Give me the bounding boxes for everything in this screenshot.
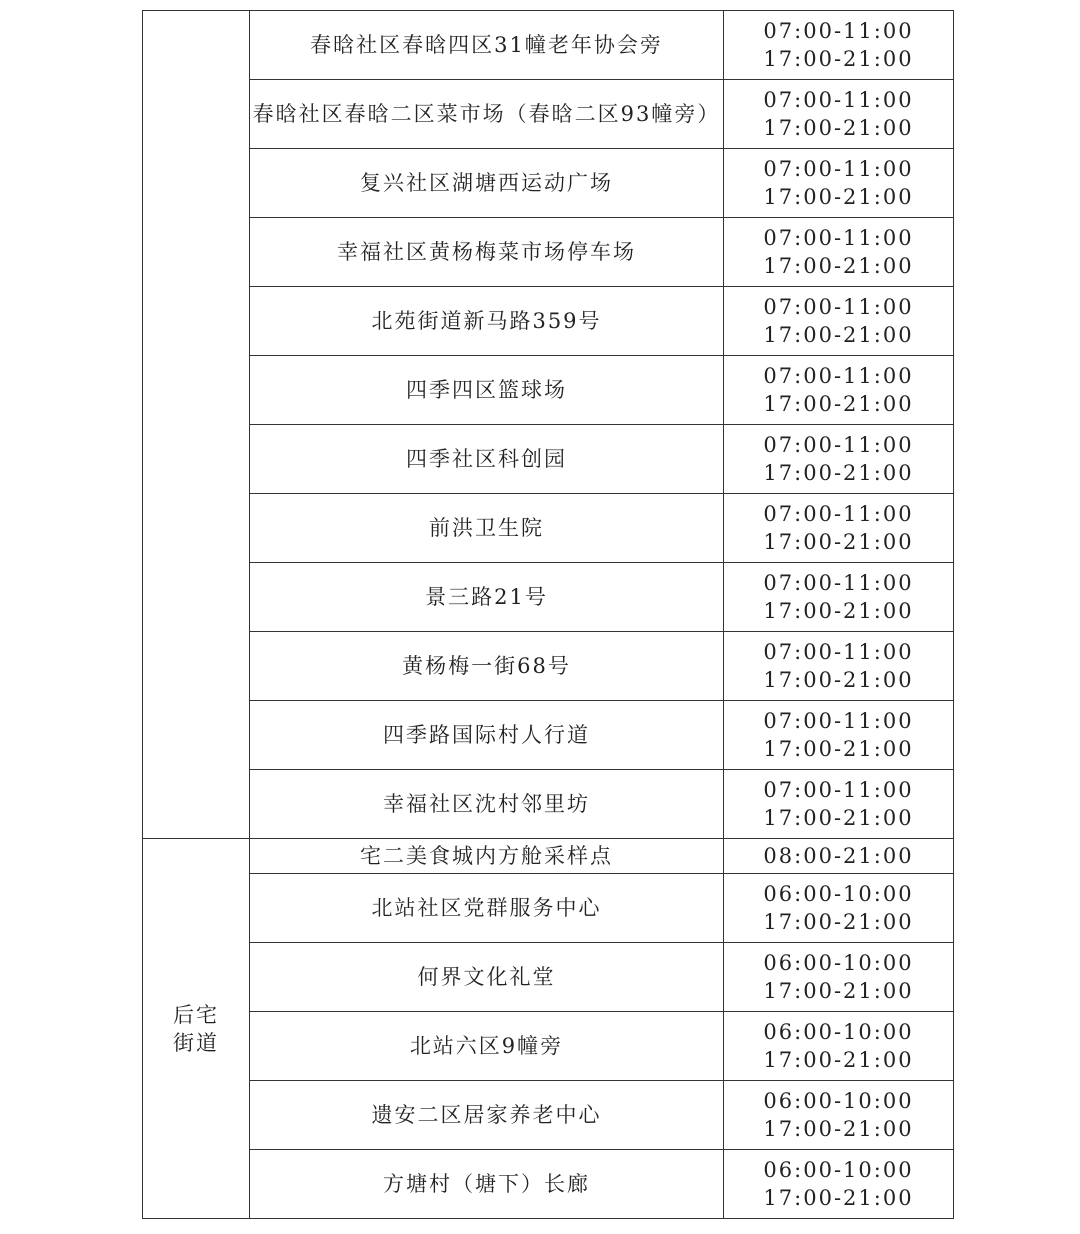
opening-hours-cell [724,80,954,149]
sampling-site-table [142,10,954,1219]
time-range: 07:00-11:00 [763,295,914,319]
table-body [143,11,954,1219]
table-row [143,1150,954,1219]
table-row [143,701,954,770]
district-cell [143,839,250,1219]
opening-hours-cell [724,701,954,770]
opening-hours-cell [724,632,954,701]
district-cell [143,11,250,839]
time-range: 06:00-10:00 [763,1089,914,1113]
site-name-cell: 方塘村（塘下）长廊 [250,1150,724,1219]
opening-hours-cell [724,874,954,943]
site-name-cell: 北站社区党群服务中心 [250,874,724,943]
table-row [143,149,954,218]
time-range: 17:00-21:00 [763,185,914,209]
site-name-cell: 景三路21号 [250,563,724,632]
time-range: 17:00-21:00 [763,392,914,416]
time-range: 06:00-10:00 [763,951,914,975]
table-row [143,218,954,287]
table-row [143,80,954,149]
site-name-cell: 复兴社区湖塘西运动广场 [250,149,724,218]
time-range: 07:00-11:00 [763,778,914,802]
time-range: 07:00-11:00 [763,709,914,733]
table-row [143,770,954,839]
table-row [143,494,954,563]
time-range: 17:00-21:00 [763,254,914,278]
site-name-cell: 四季路国际村人行道 [250,701,724,770]
time-range: 07:00-11:00 [763,364,914,388]
time-range: 17:00-21:00 [763,737,914,761]
opening-hours-cell [724,839,954,874]
opening-hours-cell [724,1012,954,1081]
table-row [143,11,954,80]
site-name-cell: 宅二美食城内方舱采样点 [250,839,724,874]
opening-hours-cell [724,218,954,287]
table-row [143,425,954,494]
district-label-line: 后宅 [173,1002,219,1027]
time-range: 17:00-21:00 [763,1186,914,1210]
opening-hours-cell [724,11,954,80]
site-name-cell: 春晗社区春晗四区31幢老年协会旁 [250,11,724,80]
time-range: 07:00-11:00 [763,88,914,112]
site-name-cell: 北苑街道新马路359号 [250,287,724,356]
time-range: 17:00-21:00 [763,599,914,623]
site-name-cell: 幸福社区黄杨梅菜市场停车场 [250,218,724,287]
opening-hours-cell [724,943,954,1012]
table-row [143,563,954,632]
time-range: 07:00-11:00 [763,571,914,595]
site-name-cell: 四季社区科创园 [250,425,724,494]
time-range: 17:00-21:00 [763,1048,914,1072]
time-range: 17:00-21:00 [763,1117,914,1141]
time-range: 07:00-11:00 [763,19,914,43]
time-range: 06:00-10:00 [763,1158,914,1182]
time-range: 07:00-11:00 [763,157,914,181]
site-name-cell: 前洪卫生院 [250,494,724,563]
opening-hours-cell [724,287,954,356]
time-range: 06:00-10:00 [763,1020,914,1044]
table-row [143,1012,954,1081]
site-name-cell: 四季四区篮球场 [250,356,724,425]
opening-hours-cell [724,770,954,839]
table-row [143,632,954,701]
time-range: 17:00-21:00 [763,461,914,485]
site-name-cell: 春晗社区春晗二区菜市场（春晗二区93幢旁） [250,80,724,149]
time-range: 17:00-21:00 [763,668,914,692]
opening-hours-cell [724,425,954,494]
table-row [143,356,954,425]
table-row [143,1081,954,1150]
time-range: 17:00-21:00 [763,47,914,71]
time-range: 17:00-21:00 [763,116,914,140]
time-range: 07:00-11:00 [763,226,914,250]
table-row [143,839,954,874]
time-range: 07:00-11:00 [763,640,914,664]
site-name-cell: 北站六区9幢旁 [250,1012,724,1081]
time-range: 17:00-21:00 [763,979,914,1003]
site-name-cell: 何界文化礼堂 [250,943,724,1012]
opening-hours-cell [724,356,954,425]
table-row [143,943,954,1012]
opening-hours-cell [724,1150,954,1219]
opening-hours-cell [724,149,954,218]
site-name-cell: 幸福社区沈村邻里坊 [250,770,724,839]
table-row [143,874,954,943]
opening-hours-cell [724,563,954,632]
time-range: 08:00-21:00 [763,844,914,868]
opening-hours-cell [724,494,954,563]
time-range: 17:00-21:00 [763,806,914,830]
time-range: 07:00-11:00 [763,433,914,457]
time-range: 17:00-21:00 [763,323,914,347]
opening-hours-cell [724,1081,954,1150]
time-range: 06:00-10:00 [763,882,914,906]
time-range: 17:00-21:00 [763,910,914,934]
site-name-cell: 遗安二区居家养老中心 [250,1081,724,1150]
time-range: 17:00-21:00 [763,530,914,554]
time-range: 07:00-11:00 [763,502,914,526]
district-label-line: 街道 [173,1030,219,1055]
table-row [143,287,954,356]
site-name-cell: 黄杨梅一街68号 [250,632,724,701]
